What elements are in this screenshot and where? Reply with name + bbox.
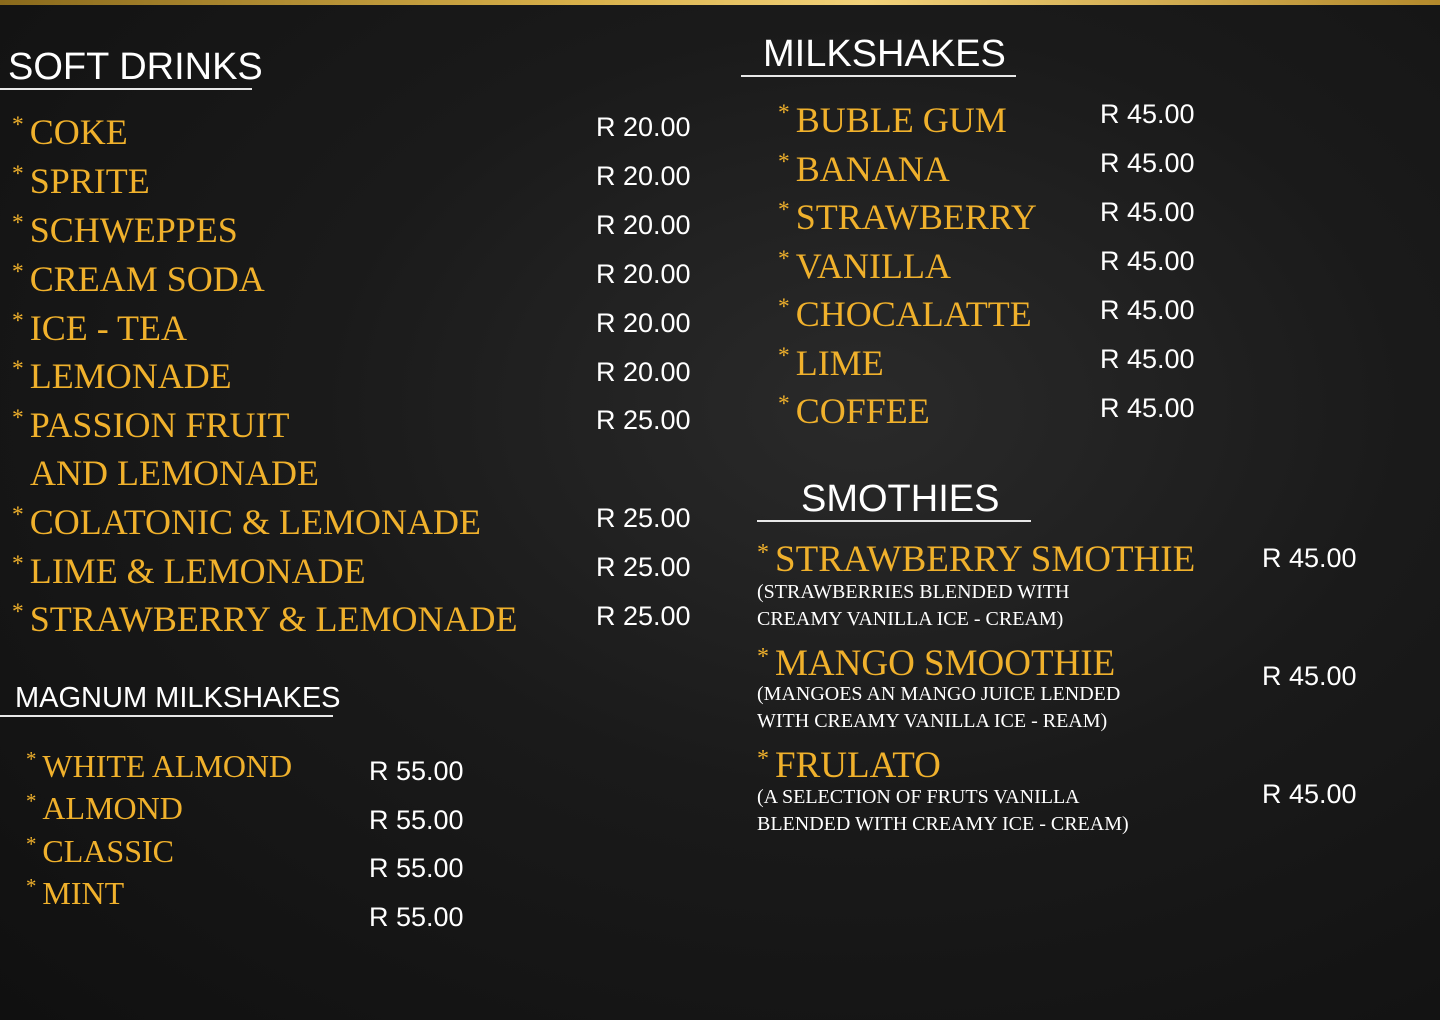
item-price: R 20.00 (596, 357, 691, 387)
star-icon: * (26, 833, 37, 856)
menu-item (778, 199, 1037, 235)
star-icon: * (12, 259, 24, 285)
item-description-line: WITH CREAMY VANILLA ICE - REAM) (757, 710, 1108, 732)
item-price: R 45.00 (1100, 246, 1195, 276)
menu-item (778, 248, 951, 284)
star-icon: * (778, 246, 790, 272)
menu-item (26, 750, 292, 782)
item-description-line: (A SELECTION OF FRUTS VANILLA (757, 786, 1080, 808)
item-price: R 45.00 (1100, 393, 1195, 423)
milkshakes-title: MILKSHAKES (741, 35, 1016, 77)
item-name: ALMOND (42, 790, 183, 826)
item-description-line: CREAMY VANILLA ICE - CREAM) (757, 608, 1064, 630)
star-icon: * (778, 391, 790, 417)
menu-item (12, 504, 481, 540)
star-icon: * (12, 551, 24, 577)
item-name: MINT (42, 875, 125, 911)
star-icon: * (12, 112, 24, 138)
menu-item (778, 393, 930, 429)
item-name: WHITE ALMOND (42, 748, 293, 784)
menu-item (757, 645, 1115, 682)
menu-item (12, 553, 366, 589)
item-description-line: BLENDED WITH CREAMY ICE - CREAM) (757, 813, 1129, 835)
item-name: STRAWBERRY (795, 197, 1037, 237)
item-name: SCHWEPPES (29, 210, 238, 250)
item-name: STRAWBERRY & LEMONADE (29, 599, 518, 639)
item-name: COLATONIC & LEMONADE (29, 502, 482, 542)
star-icon: * (12, 356, 24, 382)
item-description (757, 681, 1120, 735)
menu-item (26, 835, 174, 867)
item-price: R 25.00 (596, 405, 691, 435)
item-name: FRULATO (775, 745, 941, 786)
item-name: BUBLE GUM (795, 100, 1007, 140)
item-name: CLASSIC (42, 833, 174, 869)
star-icon: * (757, 644, 770, 670)
star-icon: * (757, 746, 770, 772)
item-price: R 55.00 (369, 805, 464, 835)
item-name: COFFEE (795, 391, 930, 431)
star-icon: * (26, 875, 37, 898)
item-price: R 25.00 (596, 552, 691, 582)
star-icon: * (12, 599, 24, 625)
star-icon: * (12, 210, 24, 236)
menu-item (12, 114, 128, 150)
item-price: R 45.00 (1262, 661, 1357, 691)
item-name: LIME (795, 343, 884, 383)
menu-item (778, 296, 1032, 332)
menu-item (12, 261, 265, 297)
smoothies-title: SMOTHIES (757, 480, 1031, 522)
menu-item (778, 102, 1007, 138)
menu-item (12, 212, 238, 248)
item-name: STRAWBERRY SMOTHIE (775, 539, 1196, 580)
star-icon: * (778, 149, 790, 175)
item-description-line: (MANGOES AN MANGO JUICE LENDED (757, 683, 1121, 705)
item-name: LEMONADE (29, 356, 232, 396)
menu-item (12, 358, 232, 394)
item-price: R 45.00 (1262, 543, 1357, 573)
item-description (757, 579, 1069, 633)
menu-item (757, 541, 1195, 578)
item-price: R 45.00 (1100, 99, 1195, 129)
item-price: R 25.00 (596, 601, 691, 631)
item-price: R 55.00 (369, 853, 464, 883)
menu-item (26, 877, 124, 909)
item-name: CHOCALATTE (795, 294, 1032, 334)
item-price: R 20.00 (596, 308, 691, 338)
star-icon: * (778, 343, 790, 369)
menu-item (26, 792, 183, 824)
star-icon: * (26, 790, 37, 813)
item-name: MANGO SMOOTHIE (775, 643, 1116, 684)
item-name: SPRITE (29, 161, 150, 201)
item-price: R 25.00 (596, 503, 691, 533)
item-price: R 55.00 (369, 756, 464, 786)
item-price: R 45.00 (1100, 344, 1195, 374)
star-icon: * (12, 161, 24, 187)
star-icon: * (12, 405, 24, 431)
star-icon: * (757, 540, 770, 566)
menu-item (12, 310, 187, 346)
soft-drinks-title: SOFT DRINKS (0, 48, 252, 90)
item-name: ICE - TEA (29, 308, 188, 348)
item-name: VANILLA (795, 246, 952, 286)
item-price: R 20.00 (596, 112, 691, 142)
item-name: CREAM SODA (29, 259, 265, 299)
menu-item (12, 601, 518, 637)
star-icon: * (12, 502, 24, 528)
item-description (757, 784, 1129, 838)
item-price: R 20.00 (596, 161, 691, 191)
item-price: R 45.00 (1100, 197, 1195, 227)
menu-item (12, 407, 289, 443)
menu-item (778, 345, 884, 381)
item-price: R 55.00 (369, 902, 464, 932)
item-price: R 20.00 (596, 259, 691, 289)
top-gold-border (0, 0, 1440, 5)
star-icon: * (778, 197, 790, 223)
item-description-line: (STRAWBERRIES BLENDED WITH (757, 581, 1070, 603)
item-name: BANANA (795, 149, 950, 189)
menu-item (778, 151, 950, 187)
item-name: PASSION FRUIT (29, 405, 290, 445)
magnum-milkshakes-title: MAGNUM MILKSHAKES (0, 684, 333, 717)
star-icon: * (778, 100, 790, 126)
item-name: COKE (29, 112, 128, 152)
item-name: LIME & LEMONADE (29, 551, 366, 591)
star-icon: * (26, 748, 37, 771)
item-price: R 20.00 (596, 210, 691, 240)
star-icon: * (12, 308, 24, 334)
item-price: R 45.00 (1262, 779, 1357, 809)
menu-item-continued: AND LEMONADE (30, 453, 319, 493)
item-price: R 45.00 (1100, 295, 1195, 325)
menu-item (757, 747, 941, 784)
item-price: R 45.00 (1100, 148, 1195, 178)
menu-item (12, 163, 150, 199)
star-icon: * (778, 294, 790, 320)
